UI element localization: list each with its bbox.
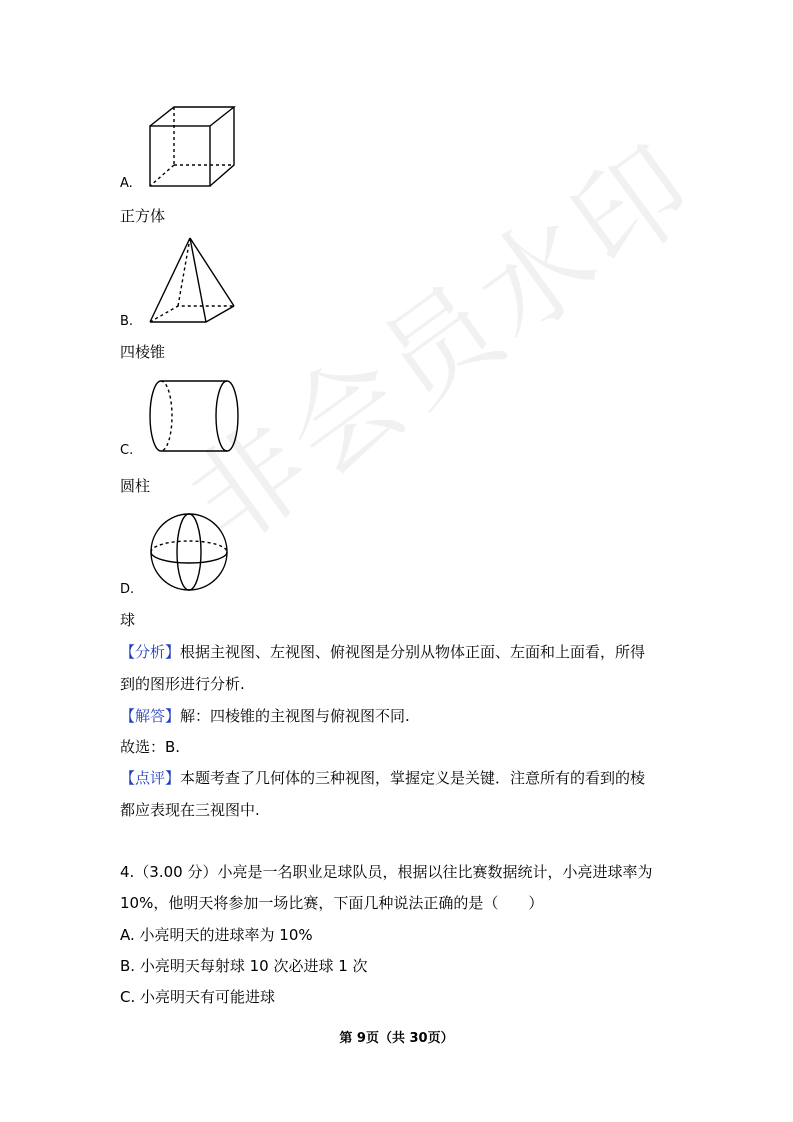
solution-line [120,706,410,726]
option-c-letter: C. [120,443,134,458]
solution-text: 解：四棱锥的主视图与俯视图不同. [180,707,410,725]
analysis-text-1: 根据主视图、左视图、俯视图是分别从物体正面、左面和上面看，所得 [180,643,646,661]
cylinder-figure [146,378,242,456]
comment-line-1 [120,768,645,788]
pyramid-figure [146,236,238,326]
option-a-letter: A. [120,176,133,191]
question4-option-c: C. 小亮明天有可能进球 [120,988,276,1006]
analysis-line-2: 到的图形进行分析. [120,675,245,693]
solution-choice: 故选：B. [120,738,181,756]
sphere-figure [146,510,232,594]
question4-option-b: B. 小亮明天每射球 10 次必进球 1 次 [120,957,368,975]
option-b-letter: B. [120,314,134,329]
question4-line-1: 4.（3.00 分）小亮是一名职业足球队员，根据以往比赛数据统计，小亮进球率为 [120,863,653,881]
cube-figure [146,104,238,188]
solution-tag: 【解答】 [120,707,181,725]
comment-tag: 【点评】 [120,769,181,787]
question4-option-a: A. 小亮明天的进球率为 10% [120,926,313,944]
option-c-caption: 圆柱 [120,477,151,495]
comment-line-2: 都应表现在三视图中. [120,801,260,819]
watermark: 非会员水印 [167,119,721,572]
option-d-letter: D. [120,582,135,597]
question4-line-2: 10%，他明天将参加一场比赛，下面几种说法正确的是（ ） [120,894,544,912]
comment-text-1: 本题考查了几何体的三种视图，掌握定义是关键．注意所有的看到的棱 [180,769,646,787]
option-d-caption: 球 [120,611,136,629]
option-a-caption: 正方体 [120,207,166,225]
analysis-line-1 [120,642,645,662]
page-number: 第 9页（共 30页） [339,1031,454,1046]
option-b-caption: 四棱锥 [120,343,166,361]
analysis-tag: 【分析】 [120,643,181,661]
